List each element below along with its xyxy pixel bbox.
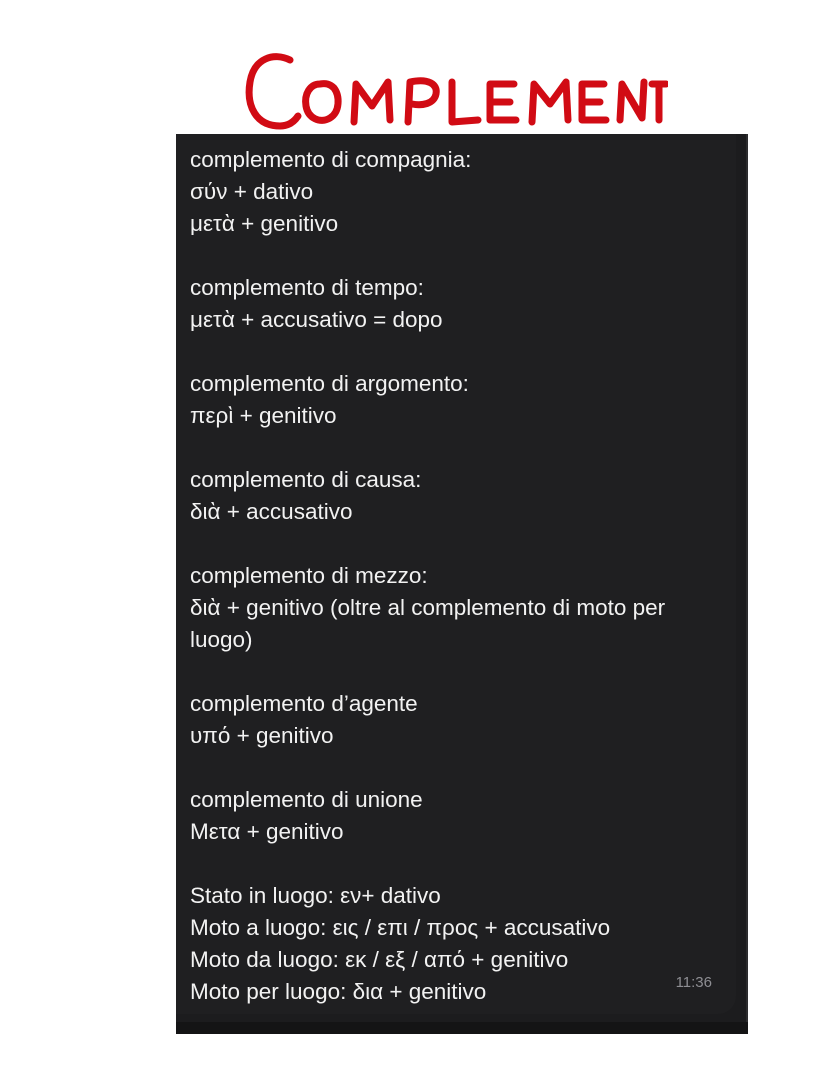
message-line: Stato in luogo: εν+ dativo bbox=[190, 883, 441, 908]
handwritten-title bbox=[238, 40, 668, 140]
chat-screenshot bbox=[176, 134, 748, 1034]
message-line: διὰ + accusativo bbox=[190, 499, 353, 524]
message-line: υπό + genitivo bbox=[190, 723, 334, 748]
message-line: complemento di mezzo: bbox=[190, 563, 428, 588]
message-line: complemento di tempo: bbox=[190, 275, 424, 300]
message-line: Moto a luogo: εις / επι / προς + accusativo bbox=[190, 915, 611, 940]
message-line: complemento di argomento: bbox=[190, 371, 469, 396]
message-block-5 bbox=[190, 560, 730, 656]
message-line: Moto da luogo: εκ / εξ / από + genitivo bbox=[190, 947, 569, 972]
message-line: μετὰ + accusativo = dopo bbox=[190, 307, 443, 332]
message-line: μετὰ + genitivo bbox=[190, 211, 339, 236]
message-block-8 bbox=[190, 880, 730, 1008]
message-block-6 bbox=[190, 688, 730, 752]
message-line: complemento di unione bbox=[190, 787, 423, 812]
handwritten-title-art bbox=[238, 40, 668, 140]
message-bubble bbox=[176, 134, 736, 1014]
message-text bbox=[190, 144, 730, 1008]
chat-bottom-strip bbox=[176, 1022, 748, 1034]
message-line: περὶ + genitivo bbox=[190, 403, 337, 428]
message-line: complemento di compagnia: bbox=[190, 147, 472, 172]
message-line: Μετα + genitivo bbox=[190, 819, 344, 844]
message-block-2 bbox=[190, 272, 730, 336]
message-block-4 bbox=[190, 464, 730, 528]
message-line: Moto per luogo: δια + genitivo bbox=[190, 979, 487, 1004]
message-line: διὰ + genitivo (oltre al complemento di moto per luogo) bbox=[190, 595, 666, 652]
message-block-7 bbox=[190, 784, 730, 848]
message-timestamp: 11:36 bbox=[675, 974, 712, 991]
message-line: complemento di causa: bbox=[190, 467, 422, 492]
message-line: complemento d’agente bbox=[190, 691, 418, 716]
message-block-1 bbox=[190, 144, 730, 240]
message-block-3 bbox=[190, 368, 730, 432]
message-line: σύν + dativo bbox=[190, 179, 314, 204]
